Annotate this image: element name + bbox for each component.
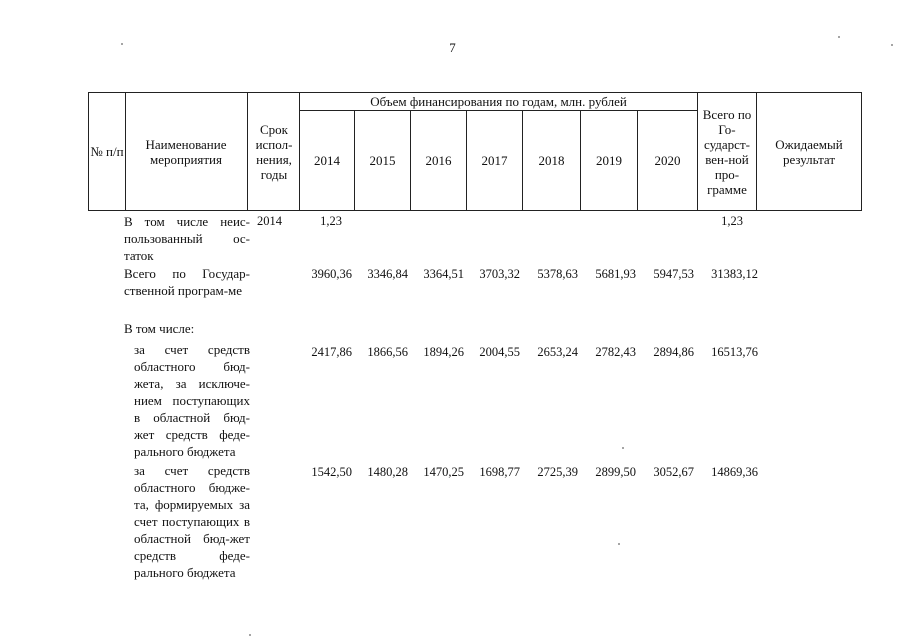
row-name: В том числе: — [124, 321, 195, 336]
value-2019: 2782,43 — [595, 345, 636, 359]
header-year-2017: 2017 — [481, 153, 508, 168]
value-2020: 5947,53 — [653, 267, 694, 281]
header-year-2016: 2016 — [425, 153, 452, 168]
header-year-2015: 2015 — [369, 153, 396, 168]
value-2014: 3960,36 — [311, 267, 352, 281]
value-2017: 1698,77 — [479, 465, 520, 479]
row-total: 31383,12 — [711, 267, 758, 281]
header-year-2014: 2014 — [314, 153, 340, 168]
value-2016: 1894,26 — [423, 345, 464, 359]
row-name: за счет средств областного бюдже-та, формируемых за счет поступающих в областной бюд-жет средств феде-рального бюджета — [134, 463, 250, 580]
header-financing-group: Объем финансирования по годам, млн. рублей — [370, 94, 627, 109]
header-col-number: № п/п — [90, 144, 124, 159]
row-name: Всего по Государ-ственной програм-ме — [124, 266, 250, 298]
header-col-result: Ожидаемый результат — [775, 136, 843, 167]
scan-speck — [622, 447, 624, 449]
row-name: за счет средств областного бюд-жета, за исключе-нием поступающих в областной бюд-жет средств феде-рального бюджета — [134, 342, 250, 459]
value-2014: 2417,86 — [311, 345, 352, 359]
scan-speck — [891, 44, 893, 46]
header-year-2019: 2019 — [596, 153, 622, 168]
value-2018: 5378,63 — [537, 267, 578, 281]
value-2020: 3052,67 — [653, 465, 694, 479]
value-2019: 2899,50 — [595, 465, 636, 479]
value-2019: 5681,93 — [595, 267, 636, 281]
header-col-term: Срок испол-нения, годы — [255, 121, 293, 182]
value-2017: 2004,55 — [479, 345, 520, 359]
value-2018: 2653,24 — [537, 345, 578, 359]
scan-speck — [838, 36, 840, 38]
header-col-total: Всего по Го-сударст-вен-ной про-грамме — [702, 106, 752, 197]
row-total: 16513,76 — [711, 345, 758, 359]
row-term: 2014 — [257, 214, 282, 228]
value-2017: 3703,32 — [479, 267, 520, 281]
value-2016: 3364,51 — [423, 267, 464, 281]
header-year-2020: 2020 — [654, 153, 681, 168]
row-total: 1,23 — [721, 214, 743, 228]
value-2015: 1866,56 — [367, 345, 408, 359]
value-2015: 3346,84 — [367, 267, 408, 281]
value-2020: 2894,86 — [653, 345, 694, 359]
scan-speck — [249, 634, 251, 636]
page-number: 7 — [449, 40, 456, 55]
header-year-2018: 2018 — [538, 153, 565, 168]
header-col-name: Наименование мероприятия — [145, 136, 227, 167]
row-name: В том числе неис-пользованный ос-таток — [124, 214, 250, 263]
scan-speck — [121, 43, 123, 45]
value-2014: 1,23 — [320, 214, 342, 228]
row-total: 14869,36 — [711, 465, 758, 479]
value-2015: 1480,28 — [367, 465, 408, 479]
value-2018: 2725,39 — [537, 465, 578, 479]
value-2014: 1542,50 — [311, 465, 352, 479]
scan-speck — [618, 543, 620, 545]
value-2016: 1470,25 — [423, 465, 464, 479]
